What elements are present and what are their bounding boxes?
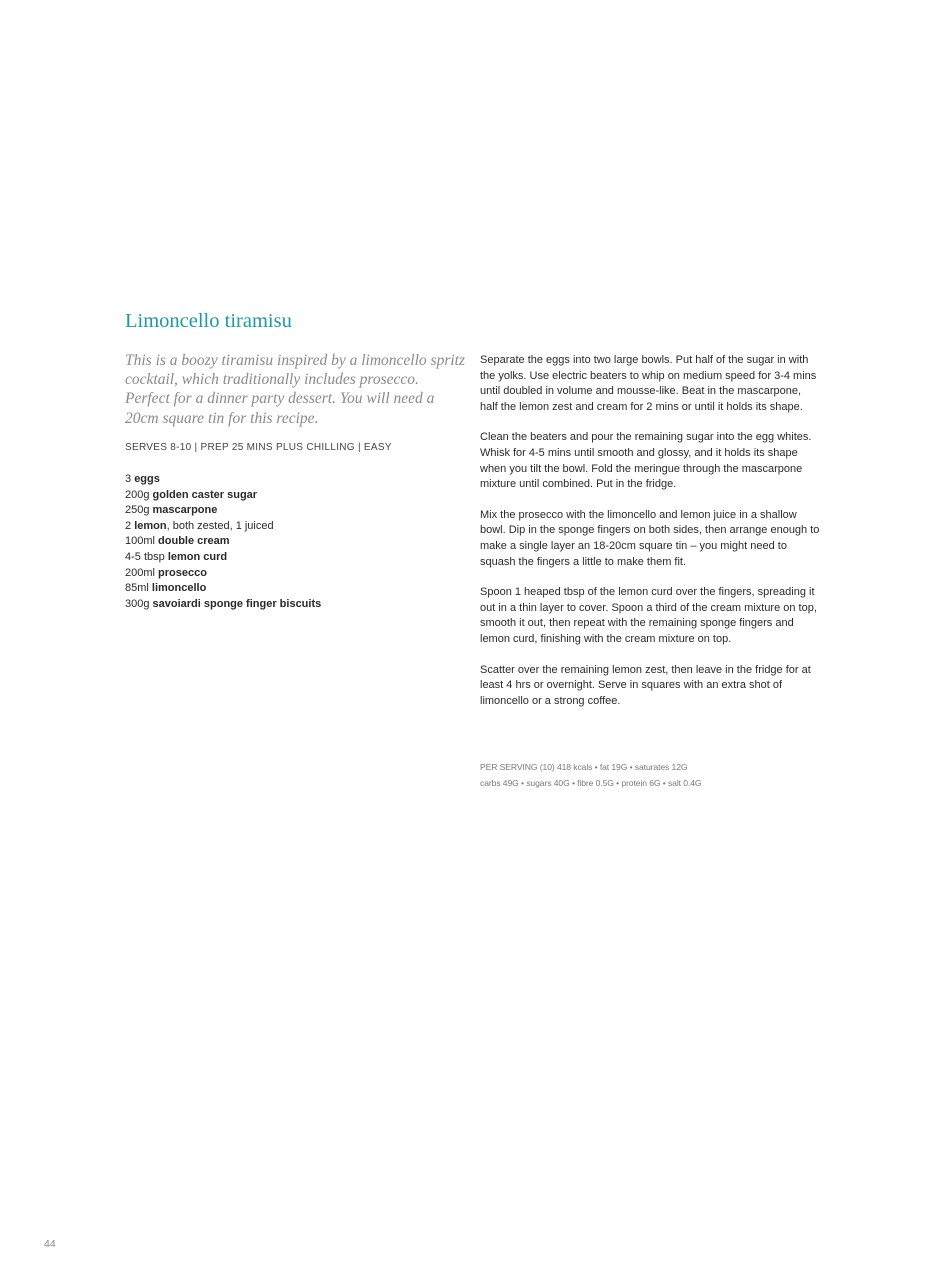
recipe-meta: SERVES 8-10 | PREP 25 MINS PLUS CHILLING | EASY: [125, 442, 392, 453]
method-step-1: Separate the eggs into two large bowls. Put half of the sugar in with the yolks. Use electric beaters to whip on medium speed for 3-4 mins until doubled in volume and mousse-like. Beat in the mascarpone, half the lemon zest and cream for 2 mins or until it holds its shape.: [480, 354, 817, 413]
ingredient-item: 100ml double cream: [125, 535, 230, 548]
ingredient-item: 4-5 tbsp lemon curd: [125, 550, 228, 563]
recipe-title: Limoncello tiramisu: [125, 310, 292, 332]
nutrition-line-1: PER SERVING (10) 418 kcals • fat 19G • saturates 12G: [480, 762, 688, 772]
ingredient-item: 2 lemon, both zested, 1 juiced: [125, 519, 274, 532]
ingredients-list: [125, 472, 455, 612]
method-step-5: Scatter over the remaining lemon zest, then leave in the fridge for at least 4 hrs or overnight. Serve in squares with an extra shot of limoncello or a strong coffee.: [480, 663, 811, 707]
ingredient-item: 300g savoiardi sponge finger biscuits: [125, 597, 322, 610]
nutrition-line-2: carbs 49G • sugars 40G • fibre 0.5G • protein 6G • salt 0.4G: [480, 777, 702, 788]
ingredient-item: 85ml limoncello: [125, 582, 207, 595]
method-steps: [480, 353, 820, 724]
ingredient-item: 200g golden caster sugar: [125, 488, 258, 501]
ingredient-item: 250g mascarpone: [125, 504, 218, 517]
page-number: 44: [44, 1238, 56, 1250]
ingredient-item: 3 eggs: [125, 473, 160, 485]
recipe-intro: This is a boozy tiramisu inspired by a limoncello spritz cocktail, which traditionally includes prosecco. Perfect for a dinner party dessert. You will need a 20cm square tin for this recipe.: [125, 352, 466, 427]
nutrition-info: [480, 760, 820, 791]
ingredient-item: 200ml prosecco: [125, 566, 207, 579]
method-step-2: Clean the beaters and pour the remaining sugar into the egg whites. Whisk for 4-5 mins until smooth and glossy, and it holds its shape when you tilt the bowl. Fold the meringue through the mascarpone mixture until combined. Put in the fridge.: [480, 431, 812, 491]
method-step-4: Spoon 1 heaped tbsp of the lemon curd over the fingers, spreading it out in a thin layer to cover. Spoon a third of the cream mixture on top, smooth it out, then repeat with the remaining sponge fingers and lemon curd, finishing with the cream mixture on top.: [480, 586, 817, 645]
method-step-3: Mix the prosecco with the limoncello and lemon juice in a shallow bowl. Dip in the sponge fingers on both sides, then arrange enough to make a single layer an 18-20cm square tin – you might need to squash the fingers a little to make them fit.: [480, 508, 820, 568]
